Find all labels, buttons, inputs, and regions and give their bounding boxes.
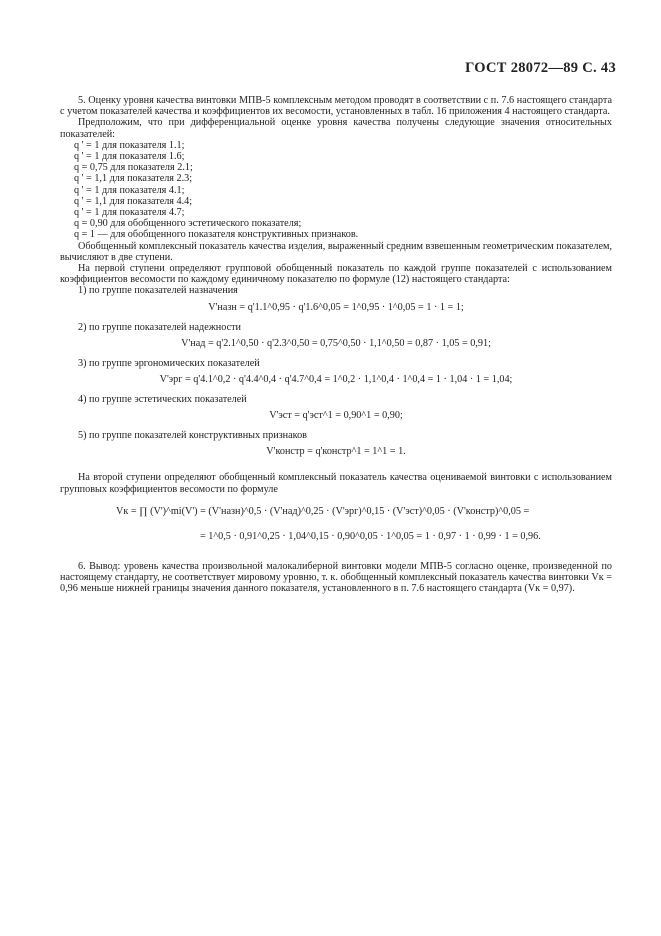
paragraph-6-conclusion: 6. Вывод: уровень качества произвольной малокалиберной винтовки модели МПВ-5 согласно оценке, произведенной по настоящему стандарту, не соответствует мировому уровню, т. к. обобщенный комплексный показатель качества винтовки Vк = 0,96 меньше нижней границы значения данного показателя, установленного в п. 7.6 настоящего стандарта (Vк = 0,97). bbox=[60, 560, 612, 595]
generalized-paragraph: Обобщенный комплексный показатель качества изделия, выраженный средним взвешенным геометрическим показателем, вычисляют в две ступени. bbox=[60, 240, 612, 263]
list-item: q ' = 1,1 для показателя 2.3; bbox=[74, 173, 193, 185]
relative-indicators-list bbox=[60, 140, 612, 241]
group-1-label: 1) по группе показателей назначения bbox=[78, 285, 238, 297]
document-body bbox=[60, 95, 612, 594]
list-item: q = 0,90 для обобщенного эстетического показателя; bbox=[74, 218, 302, 230]
group-4-label: 4) по группе эстетических показателей bbox=[78, 394, 247, 406]
group-3-label: 3) по группе эргономических показателей bbox=[78, 357, 260, 369]
list-item: q = 1 — для обобщенного показателя конструктивных признаков. bbox=[74, 229, 359, 241]
final-formula-line-1: Vк = ∏ (V')^mi(V') = (V'назн)^0,5 · (V'над)^0,25 · (V'эрг)^0,15 · (V'эст)^0,05 · (V'констр)^0,05 = bbox=[116, 505, 530, 517]
group-1-formula: V'назн = q'1.1^0,95 · q'1.6^0,05 = 1^0,95 · 1^0,05 = 1 · 1 = 1; bbox=[208, 301, 464, 313]
group-3-formula: V'эрг = q'4.1^0,2 · q'4.4^0,4 · q'4.7^0,4 = 1^0,2 · 1,1^0,4 · 1^0,4 = 1 · 1,04 · 1 = 1,04; bbox=[159, 374, 513, 386]
group-5-formula: V'констр = q'констр^1 = 1^1 = 1. bbox=[266, 446, 406, 458]
group-5-label: 5) по группе показателей конструктивных признаков bbox=[78, 430, 307, 442]
group-2-formula: V'над = q'2.1^0,50 · q'2.3^0,50 = 0,75^0,50 · 1,1^0,50 = 0,87 · 1,05 = 0,91; bbox=[181, 337, 491, 349]
group-4-formula: V'эст = q'эст^1 = 0,90^1 = 0,90; bbox=[269, 410, 403, 422]
list-item: q ' = 1 для показателя 1.6; bbox=[74, 151, 185, 163]
list-item: q = 0,75 для показателя 2.1; bbox=[74, 162, 193, 174]
list-item: q ' = 1 для показателя 4.1; bbox=[74, 184, 185, 196]
paragraph-5: 5. Оценку уровня качества винтовки МПВ-5 комплексным методом проводят в соответствии с п. 7.6 настоящего стандарта с учетом показателей качества и коэффициентов их весомости, установленных в табл. 16 приложения 4 настоящего стандарта. bbox=[60, 95, 612, 118]
first-step-paragraph: На первой ступени определяют групповой обобщенный показатель по каждой группе показателей с использованием коэффициентов весомости по каждому единичному показателю по формуле (12) настоящего стандарта: bbox=[60, 263, 612, 286]
final-formula-line-2: = 1^0,5 · 0,91^0,25 · 1,04^0,15 · 0,90^0,05 · 1^0,05 = 1 · 0,97 · 1 · 0,99 · 1 = 0,96. bbox=[200, 530, 541, 542]
list-item: q ' = 1 для показателя 4.7; bbox=[74, 207, 185, 219]
list-item: q ' = 1,1 для показателя 4.4; bbox=[74, 195, 193, 207]
second-step-paragraph: На второй ступени определяют обобщенный комплексный показатель качества оцениваемой винтовки с использованием групповых коэффициентов весомости по формуле bbox=[60, 472, 612, 495]
group-2-label: 2) по группе показателей надежности bbox=[78, 321, 241, 333]
assumption-paragraph: Предположим, что при дифференциальной оценке уровня качества получены следующие значения относительных показателей: bbox=[60, 117, 612, 140]
list-item: q ' = 1 для показателя 1.1; bbox=[74, 139, 185, 151]
page-header: ГОСТ 28072—89 С. 43 bbox=[465, 60, 616, 76]
